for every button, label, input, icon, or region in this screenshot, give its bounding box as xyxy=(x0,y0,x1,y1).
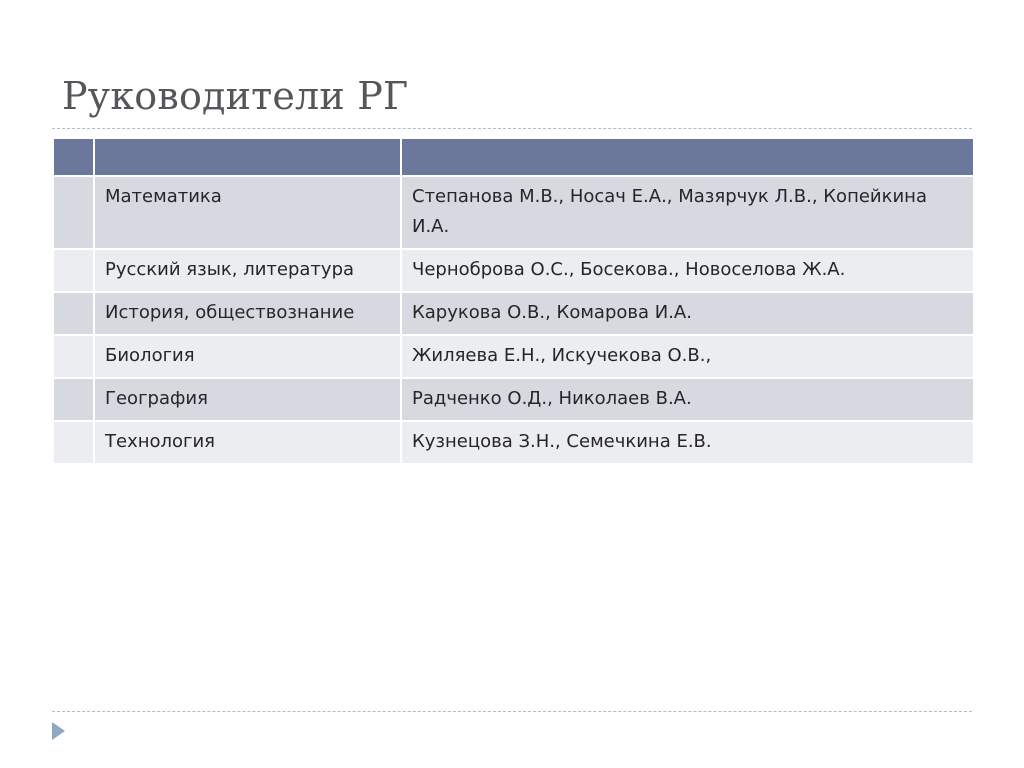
leaders-cell: Радченко О.Д., Николаев В.А. xyxy=(401,378,974,421)
index-cell xyxy=(53,335,94,378)
leaders-cell: Карукова О.В., Комарова И.А. xyxy=(401,292,974,335)
triangle-right-icon xyxy=(52,722,65,740)
subject-cell: Технология xyxy=(94,421,401,464)
index-cell xyxy=(53,176,94,249)
leaders-cell: Черноброва О.С., Босекова., Новоселова Ж.А. xyxy=(401,249,974,292)
table-row xyxy=(53,292,974,335)
leaders-table xyxy=(52,137,975,465)
index-cell xyxy=(53,421,94,464)
table-row xyxy=(53,378,974,421)
subject-cell: Русский язык, литература xyxy=(94,249,401,292)
subject-cell: История, обществознание xyxy=(94,292,401,335)
table-row xyxy=(53,176,974,249)
header-cell-subject xyxy=(94,138,401,176)
subject-cell: Математика xyxy=(94,176,401,249)
table-row xyxy=(53,421,974,464)
top-divider xyxy=(52,128,972,129)
table-header-row xyxy=(53,138,974,176)
leaders-cell: Степанова М.В., Носач Е.А., Мазярчук Л.В., Копейкина И.А. xyxy=(401,176,974,249)
header-cell-leaders xyxy=(401,138,974,176)
header-cell-index xyxy=(53,138,94,176)
subject-cell: Биология xyxy=(94,335,401,378)
leaders-cell: Кузнецова З.Н., Семечкина Е.В. xyxy=(401,421,974,464)
leaders-cell: Жиляева Е.Н., Искучекова О.В., xyxy=(401,335,974,378)
index-cell xyxy=(53,292,94,335)
page-title: Руководители РГ xyxy=(62,74,409,118)
index-cell xyxy=(53,249,94,292)
index-cell xyxy=(53,378,94,421)
table-row xyxy=(53,249,974,292)
table-row xyxy=(53,335,974,378)
bottom-divider xyxy=(52,711,972,712)
subject-cell: География xyxy=(94,378,401,421)
